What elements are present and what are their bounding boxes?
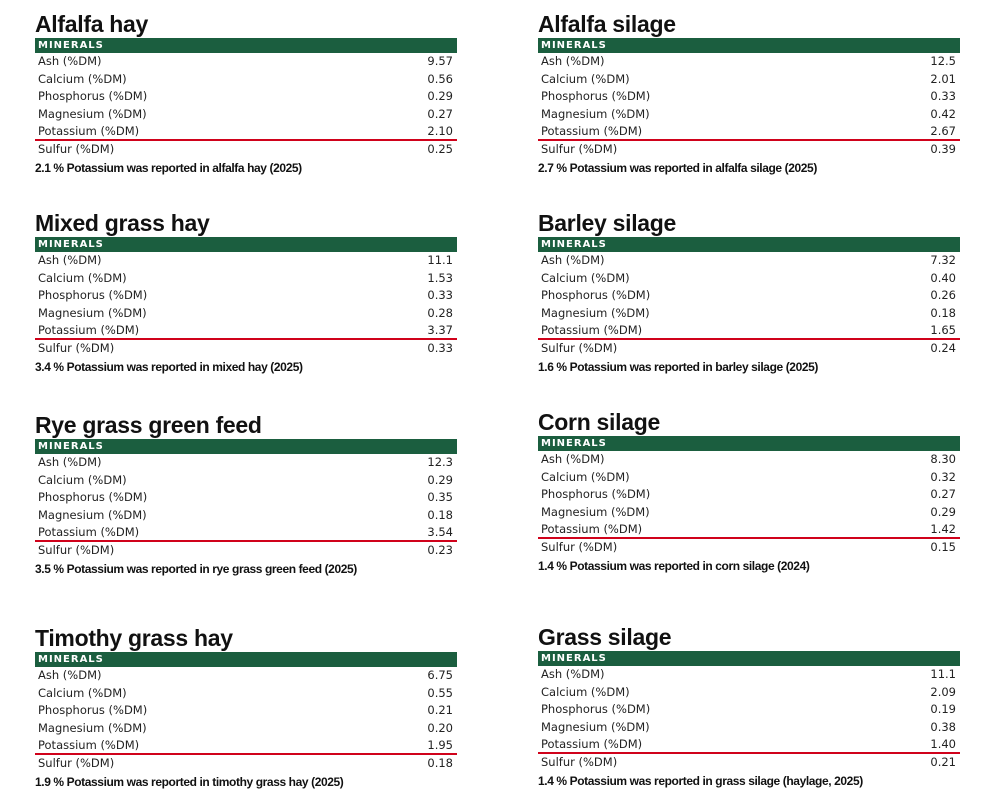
row-label: Ash (%DM) xyxy=(541,253,605,267)
row-label: Potassium (%DM) xyxy=(38,323,140,337)
panel-title: Grass silage xyxy=(538,624,672,650)
row-label: Calcium (%DM) xyxy=(38,472,127,487)
panel-title: Alfalfa hay xyxy=(35,11,149,37)
row-label: Phosphorus (%DM) xyxy=(541,288,651,302)
table-row xyxy=(538,106,960,124)
panel-title: Corn silage xyxy=(538,409,660,435)
row-value: 0.21 xyxy=(930,754,956,769)
row-value: 3.54 xyxy=(427,525,453,539)
potassium-note: 1.9 % Potassium was reported in timothy grass hay (2025) xyxy=(35,775,344,789)
row-value: 0.28 xyxy=(427,305,453,320)
panel-title: Mixed grass hay xyxy=(35,210,210,236)
table-row xyxy=(538,666,960,684)
row-value: 0.35 xyxy=(427,490,453,504)
table-row xyxy=(538,504,960,522)
row-label: Sulfur (%DM) xyxy=(541,141,618,156)
table-row xyxy=(35,507,457,525)
row-value: 2.09 xyxy=(930,684,956,699)
row-label: Potassium (%DM) xyxy=(541,323,643,337)
potassium-note: 1.4 % Potassium was reported in grass silage (haylage, 2025) xyxy=(538,774,863,788)
row-label: Ash (%DM) xyxy=(38,668,102,682)
potassium-row-highlighted xyxy=(35,123,457,141)
panel-corn-silage xyxy=(538,410,960,573)
row-value: 0.29 xyxy=(427,89,453,103)
table-row xyxy=(538,305,960,323)
table-row xyxy=(538,88,960,106)
row-label: Phosphorus (%DM) xyxy=(38,89,148,103)
potassium-note: 3.4 % Potassium was reported in mixed hay (2025) xyxy=(35,360,303,374)
row-label: Calcium (%DM) xyxy=(38,71,127,86)
potassium-row-highlighted xyxy=(35,524,457,542)
row-value: 0.19 xyxy=(930,702,956,716)
row-value: 0.33 xyxy=(427,340,453,355)
table-row xyxy=(35,252,457,270)
row-value: 0.18 xyxy=(427,755,453,770)
potassium-row-highlighted xyxy=(538,521,960,539)
potassium-row-highlighted xyxy=(538,736,960,754)
row-label: Magnesium (%DM) xyxy=(38,720,147,735)
row-value: 0.18 xyxy=(930,305,956,320)
row-label: Ash (%DM) xyxy=(541,54,605,68)
row-label: Magnesium (%DM) xyxy=(541,106,650,121)
panel-rye-grass-green-feed xyxy=(35,413,457,576)
row-value: 0.27 xyxy=(427,106,453,121)
table-row xyxy=(538,252,960,270)
panel-timothy-grass-hay xyxy=(35,626,457,789)
potassium-row-highlighted xyxy=(35,737,457,755)
table-row xyxy=(538,451,960,469)
table-row xyxy=(35,454,457,472)
row-label: Sulfur (%DM) xyxy=(38,141,115,156)
row-value: 0.39 xyxy=(930,141,956,156)
row-label: Calcium (%DM) xyxy=(541,684,630,699)
table-row xyxy=(35,270,457,288)
row-label: Sulfur (%DM) xyxy=(38,755,115,770)
row-label: Ash (%DM) xyxy=(38,455,102,469)
row-value: 0.56 xyxy=(427,71,453,86)
table-row xyxy=(35,472,457,490)
row-label: Magnesium (%DM) xyxy=(38,106,147,121)
row-label: Sulfur (%DM) xyxy=(38,340,115,355)
table-row xyxy=(538,270,960,288)
potassium-row-highlighted xyxy=(538,322,960,340)
table-row xyxy=(35,71,457,89)
minerals-header: MINERALS xyxy=(538,237,960,252)
table-row xyxy=(538,53,960,71)
minerals-header: MINERALS xyxy=(35,439,457,454)
minerals-header: MINERALS xyxy=(538,436,960,451)
row-value: 0.25 xyxy=(427,141,453,156)
row-value: 0.33 xyxy=(930,89,956,103)
potassium-note: 1.4 % Potassium was reported in corn silage (2024) xyxy=(538,559,810,573)
panel-alfalfa-silage xyxy=(538,12,960,175)
row-value: 0.32 xyxy=(930,469,956,484)
row-value: 0.29 xyxy=(427,472,453,487)
table-row xyxy=(538,71,960,89)
row-label: Ash (%DM) xyxy=(38,54,102,68)
row-label: Magnesium (%DM) xyxy=(541,504,650,519)
row-label: Potassium (%DM) xyxy=(541,124,643,138)
row-label: Ash (%DM) xyxy=(541,452,605,466)
potassium-note: 1.6 % Potassium was reported in barley silage (2025) xyxy=(538,360,818,374)
row-value: 6.75 xyxy=(427,668,453,682)
row-label: Phosphorus (%DM) xyxy=(541,89,651,103)
table-row xyxy=(538,287,960,305)
table-row xyxy=(35,106,457,124)
row-label: Magnesium (%DM) xyxy=(541,719,650,734)
table-row xyxy=(538,701,960,719)
row-value: 0.27 xyxy=(930,487,956,501)
row-label: Calcium (%DM) xyxy=(541,270,630,285)
row-value: 0.23 xyxy=(427,542,453,557)
potassium-note: 2.1 % Potassium was reported in alfalfa hay (2025) xyxy=(35,161,302,175)
row-value: 1.40 xyxy=(930,737,956,751)
panel-mixed-grass-hay xyxy=(35,211,457,374)
panel-grass-silage xyxy=(538,625,960,788)
panel-alfalfa-hay xyxy=(35,12,457,175)
row-value: 0.21 xyxy=(427,703,453,717)
row-label: Potassium (%DM) xyxy=(38,124,140,138)
row-value: 1.42 xyxy=(930,522,956,536)
potassium-row-highlighted xyxy=(538,123,960,141)
table-row xyxy=(538,486,960,504)
panel-title: Alfalfa silage xyxy=(538,11,676,37)
row-value: 12.3 xyxy=(427,455,453,469)
row-value: 0.15 xyxy=(930,539,956,554)
row-label: Calcium (%DM) xyxy=(38,270,127,285)
table-row xyxy=(538,141,960,159)
row-label: Calcium (%DM) xyxy=(38,685,127,700)
panel-title: Barley silage xyxy=(538,210,677,236)
table-row xyxy=(35,542,457,560)
panel-title: Rye grass green feed xyxy=(35,412,262,438)
table-row xyxy=(538,684,960,702)
potassium-row-highlighted xyxy=(35,322,457,340)
row-label: Potassium (%DM) xyxy=(38,525,140,539)
row-label: Ash (%DM) xyxy=(541,667,605,681)
row-value: 2.10 xyxy=(427,124,453,138)
row-label: Potassium (%DM) xyxy=(541,737,643,751)
table-row xyxy=(35,141,457,159)
row-value: 0.42 xyxy=(930,106,956,121)
row-value: 0.29 xyxy=(930,504,956,519)
row-value: 0.38 xyxy=(930,719,956,734)
row-label: Phosphorus (%DM) xyxy=(541,487,651,501)
table-row xyxy=(35,489,457,507)
row-label: Sulfur (%DM) xyxy=(541,754,618,769)
row-label: Potassium (%DM) xyxy=(541,522,643,536)
row-value: 0.18 xyxy=(427,507,453,522)
row-label: Calcium (%DM) xyxy=(541,469,630,484)
table-row xyxy=(35,755,457,773)
minerals-header: MINERALS xyxy=(538,38,960,53)
panel-title: Timothy grass hay xyxy=(35,625,233,651)
minerals-header: MINERALS xyxy=(35,38,457,53)
row-value: 11.1 xyxy=(427,253,453,267)
table-row xyxy=(35,287,457,305)
minerals-header: MINERALS xyxy=(35,237,457,252)
row-label: Potassium (%DM) xyxy=(38,738,140,752)
row-value: 2.67 xyxy=(930,124,956,138)
row-label: Magnesium (%DM) xyxy=(38,507,147,522)
row-label: Magnesium (%DM) xyxy=(38,305,147,320)
row-value: 3.37 xyxy=(427,323,453,337)
table-row xyxy=(538,469,960,487)
table-row xyxy=(35,340,457,358)
potassium-note: 2.7 % Potassium was reported in alfalfa silage (2025) xyxy=(538,161,817,175)
table-row xyxy=(35,53,457,71)
row-value: 1.65 xyxy=(930,323,956,337)
row-label: Phosphorus (%DM) xyxy=(38,490,148,504)
panel-barley-silage xyxy=(538,211,960,374)
row-value: 0.20 xyxy=(427,720,453,735)
row-label: Sulfur (%DM) xyxy=(541,340,618,355)
row-value: 11.1 xyxy=(930,667,956,681)
row-label: Magnesium (%DM) xyxy=(541,305,650,320)
row-value: 8.30 xyxy=(930,452,956,466)
row-value: 0.33 xyxy=(427,288,453,302)
row-value: 9.57 xyxy=(427,54,453,68)
table-row xyxy=(538,754,960,772)
table-row xyxy=(538,340,960,358)
row-value: 7.32 xyxy=(930,253,956,267)
table-row xyxy=(35,667,457,685)
table-row xyxy=(35,720,457,738)
row-value: 12.5 xyxy=(930,54,956,68)
row-value: 0.55 xyxy=(427,685,453,700)
row-label: Calcium (%DM) xyxy=(541,71,630,86)
row-label: Phosphorus (%DM) xyxy=(38,703,148,717)
row-value: 1.53 xyxy=(427,270,453,285)
row-label: Ash (%DM) xyxy=(38,253,102,267)
row-label: Sulfur (%DM) xyxy=(38,542,115,557)
potassium-note: 3.5 % Potassium was reported in rye grass green feed (2025) xyxy=(35,562,357,576)
row-value: 2.01 xyxy=(930,71,956,86)
table-row xyxy=(35,702,457,720)
row-value: 1.95 xyxy=(427,738,453,752)
row-label: Phosphorus (%DM) xyxy=(38,288,148,302)
table-row xyxy=(35,88,457,106)
table-row xyxy=(538,719,960,737)
row-value: 0.24 xyxy=(930,340,956,355)
row-label: Sulfur (%DM) xyxy=(541,539,618,554)
row-label: Phosphorus (%DM) xyxy=(541,702,651,716)
minerals-header: MINERALS xyxy=(35,652,457,667)
row-value: 0.26 xyxy=(930,288,956,302)
table-row xyxy=(35,305,457,323)
row-value: 0.40 xyxy=(930,270,956,285)
minerals-header: MINERALS xyxy=(538,651,960,666)
table-row xyxy=(538,539,960,557)
table-row xyxy=(35,685,457,703)
